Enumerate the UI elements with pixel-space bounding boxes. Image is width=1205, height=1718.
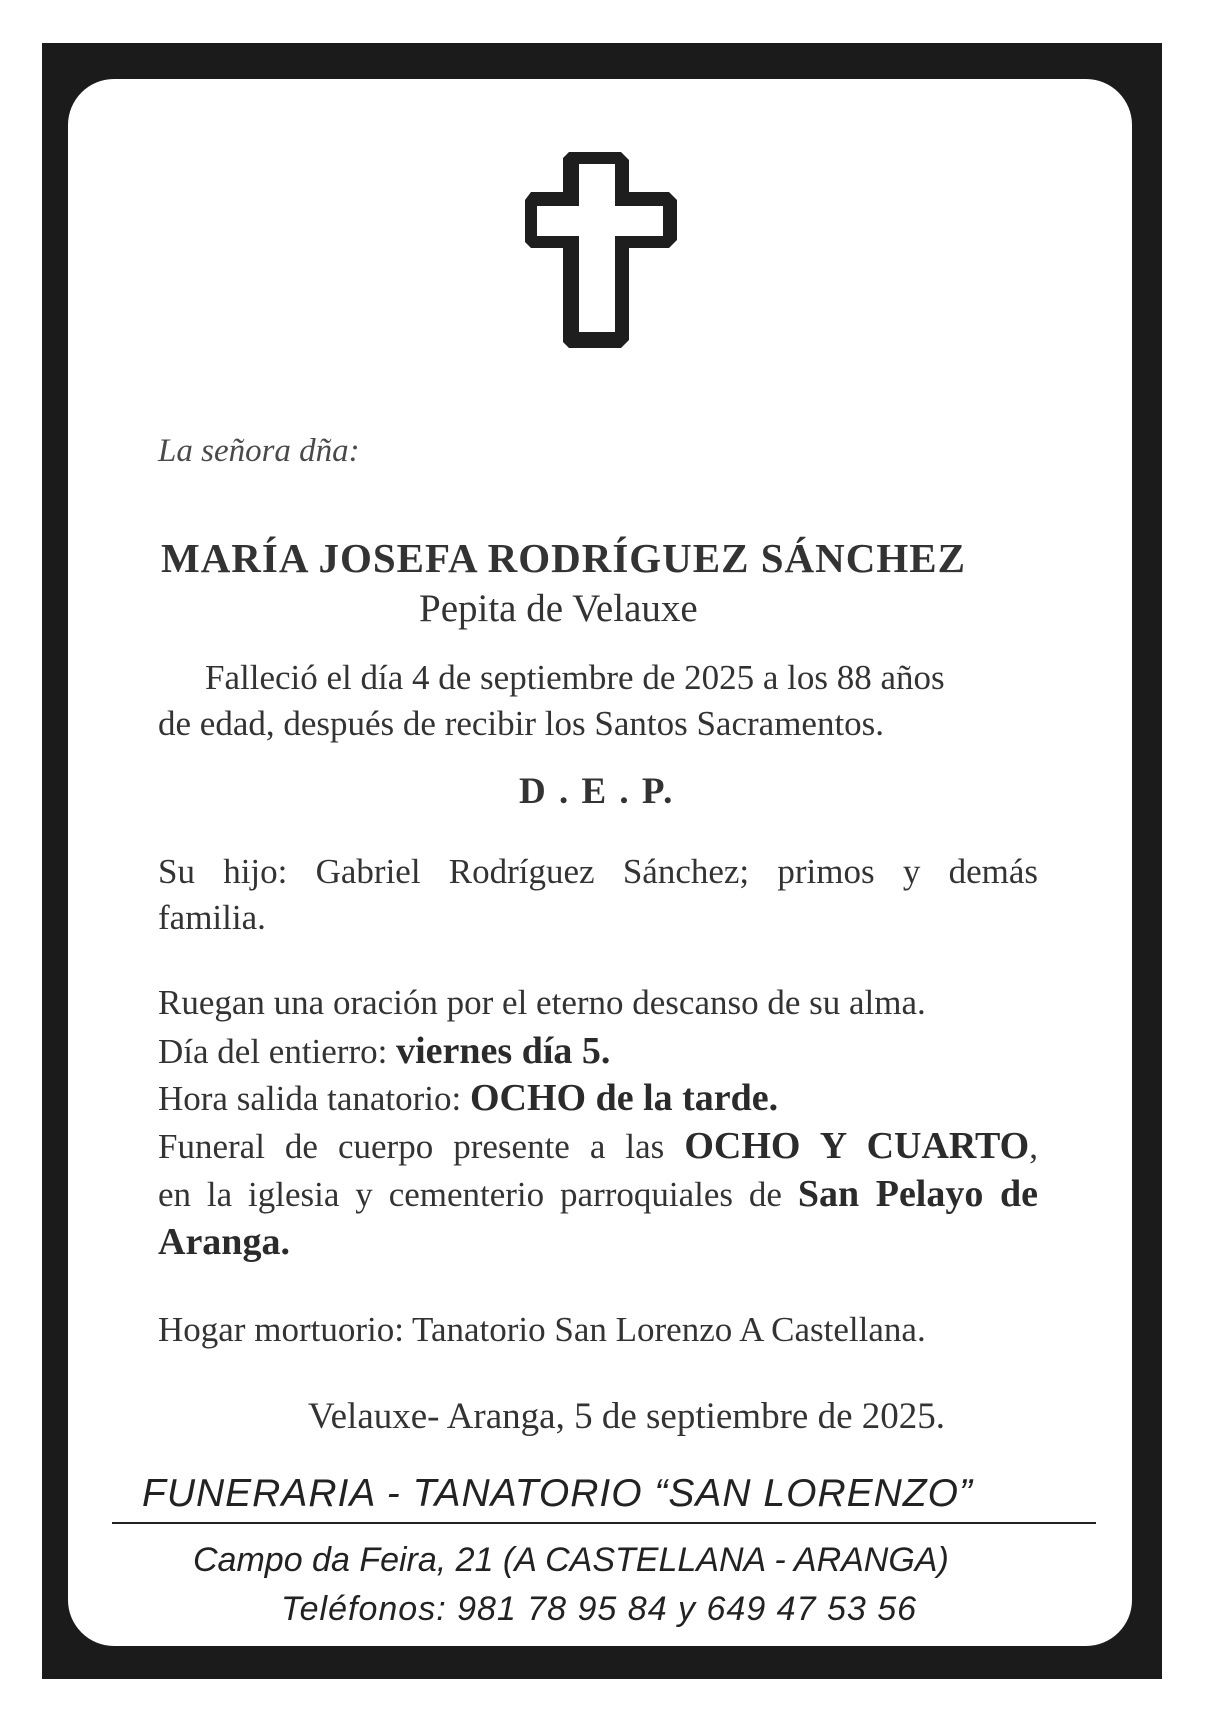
departure-label: Hora salida tanatorio: [158,1079,470,1118]
home-text: Hogar mortuorio: Tanatorio San Lorenzo A Castellana. [158,1310,926,1349]
intro-text: La señora dña: [158,433,360,469]
dep-text: D . E . P. [519,771,675,812]
church-line [158,1172,1038,1216]
church-place-1: San Pelayo de [797,1173,1038,1215]
funeral-suffix: , [1029,1127,1038,1166]
prayer-text: Ruegan una oración por el eterno descanso de su alma. [158,983,926,1022]
funeral-line [158,1124,1038,1168]
death-line-1: Falleció el día 4 de septiembre de 2025 a los 88 años [205,658,945,697]
family-line-2: familia. [158,898,266,937]
family-line-1: Su hijo: Gabriel Rodríguez Sánchez; primos y demás [158,852,1038,891]
funeral-time: OCHO Y CUARTO [684,1125,1030,1167]
funeral-home-address: Campo da Feira, 21 (A CASTELLANA - ARANGA) [193,1541,949,1579]
church-prefix: en la iglesia y cementerio parroquiales de [158,1175,798,1214]
burial-line [158,1029,610,1073]
deceased-name: MARÍA JOSEFA RODRÍGUEZ SÁNCHEZ [161,535,966,581]
cross-icon [523,150,678,350]
deceased-nickname: Pepita de Velauxe [419,587,698,630]
funeral-prefix: Funeral de cuerpo presente a las [158,1127,685,1166]
death-line-2: de edad, después de recibir los Santos Sacramentos. [158,704,885,743]
church-place-2: Aranga. [158,1221,290,1263]
divider [112,1522,1096,1524]
funeral-home-name: FUNERARIA - TANATORIO “SAN LORENZO” [142,1472,973,1515]
place-date: Velauxe- Aranga, 5 de septiembre de 2025. [308,1396,946,1437]
funeral-home-phones: Teléfonos: 981 78 95 84 y 649 47 53 56 [281,1590,918,1628]
church-line-2 [158,1220,290,1264]
departure-value: OCHO de la tarde. [469,1077,779,1119]
burial-value: viernes día 5. [396,1030,611,1072]
departure-line [158,1076,778,1120]
burial-label: Día del entierro: [158,1032,397,1071]
